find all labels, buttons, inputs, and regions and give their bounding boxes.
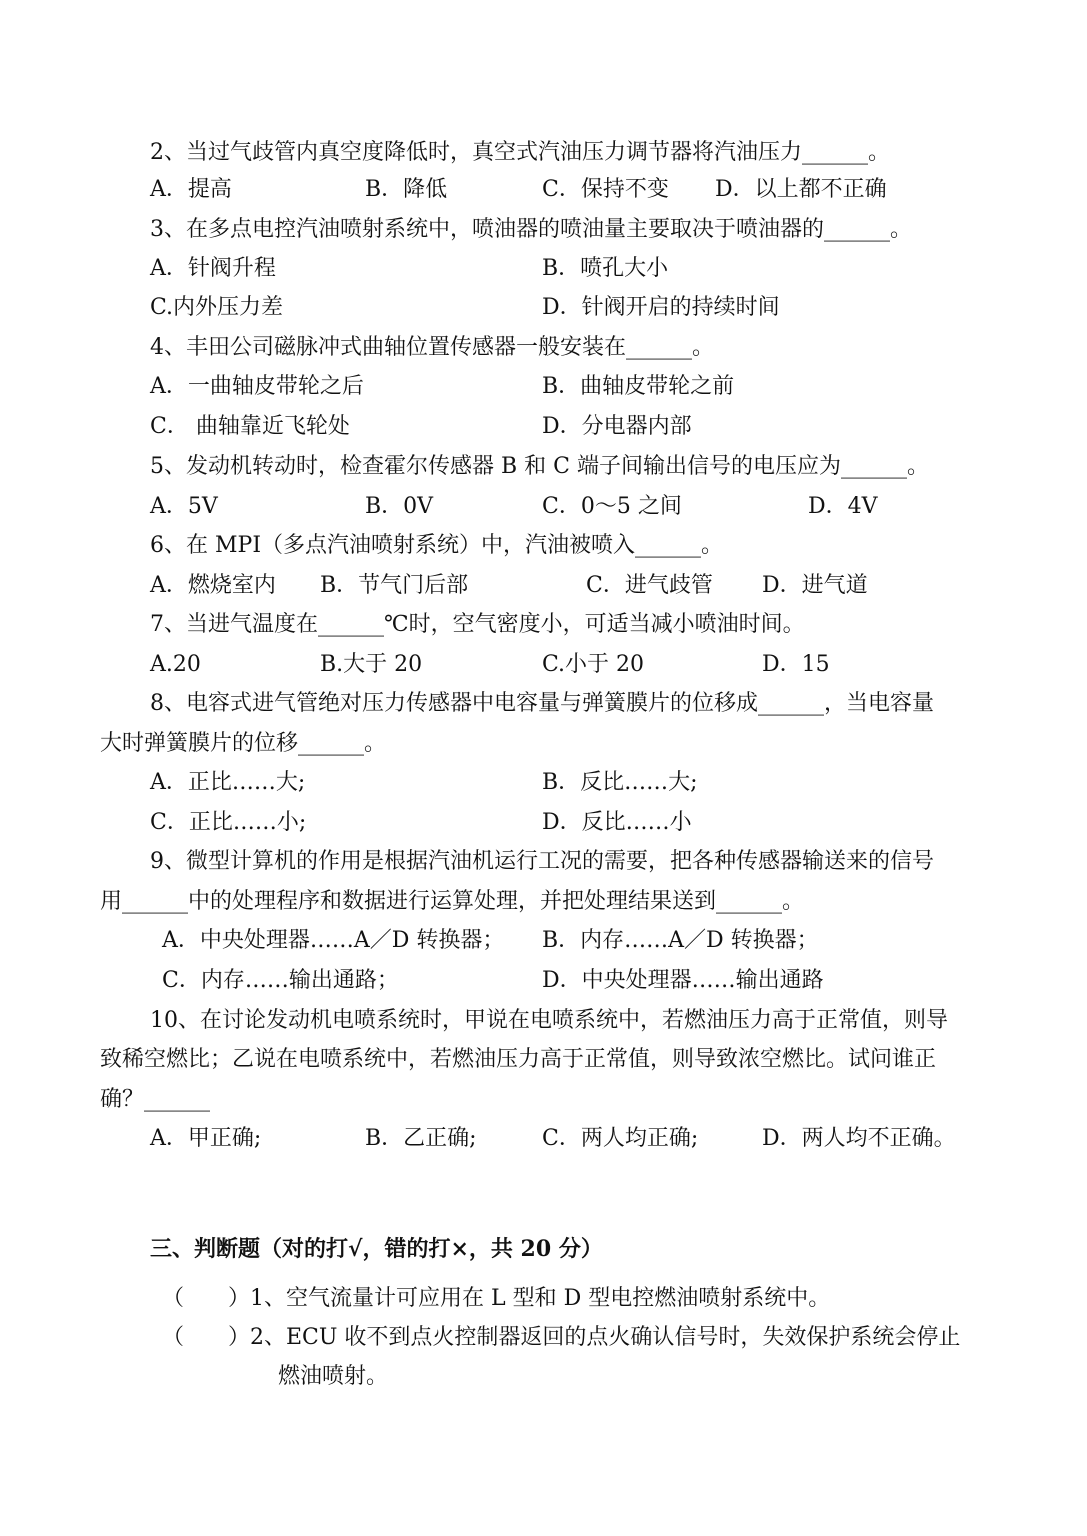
- question-4-text: 4、丰田公司磁脉冲式曲轴位置传感器一般安装在______。: [150, 335, 714, 360]
- section-3-title: 三、判断题（对的打√，错的打×，共 20 分）: [150, 1236, 603, 1262]
- q6-option-a: A．燃烧室内: [150, 573, 276, 598]
- judgment-1-answer-parens: （ ）: [162, 1286, 251, 1311]
- q10-option-c: C．两人均正确;: [542, 1126, 699, 1151]
- q8-option-b: B．反比……大;: [542, 770, 698, 795]
- question-2-text: 2、当过气歧管内真空度降低时，真空式汽油压力调节器将汽油压力______。: [150, 140, 890, 165]
- q9-option-b: B．内存……A／D 转换器；: [542, 928, 819, 953]
- question-9-text-line1: 9、微型计算机的作用是根据汽油机运行工况的需要，把各种传感器输送来的信号: [150, 849, 934, 874]
- q4-option-a: A．一曲轴皮带轮之后: [150, 374, 364, 399]
- q10-option-b: B．乙正确;: [365, 1126, 477, 1151]
- q8-option-c: C．正比……小;: [150, 810, 307, 835]
- judgment-1-text: 1、空气流量计可应用在 L 型和 D 型电控燃油喷射系统中。: [250, 1286, 831, 1311]
- q7-option-d: D．15: [762, 652, 830, 677]
- q2-option-d: D．以上都不正确: [715, 177, 887, 202]
- q7-option-a: A.20: [150, 652, 201, 677]
- question-3-text: 3、在多点电控汽油喷射系统中，喷油器的喷油量主要取决于喷油器的______。: [150, 217, 912, 242]
- q6-option-d: D．进气道: [762, 573, 868, 598]
- q6-option-c: C．进气歧管: [586, 573, 713, 598]
- q4-option-c: C． 曲轴靠近飞轮处: [150, 414, 350, 439]
- question-7-text: 7、当进气温度在______℃时，空气密度小，可适当减小喷油时间。: [150, 612, 805, 637]
- q4-option-d: D．分电器内部: [542, 414, 692, 439]
- question-6-text: 6、在 MPI（多点汽油喷射系统）中，汽油被喷入______。: [150, 533, 724, 558]
- q4-option-b: B．曲轴皮带轮之前: [542, 374, 735, 399]
- q5-option-a: A．5V: [150, 494, 218, 519]
- question-9-text-line2: 用______中的处理程序和数据进行运算处理，并把处理结果送到______。: [100, 889, 805, 914]
- q3-option-b: B．喷孔大小: [542, 256, 669, 281]
- q2-option-c: C．保持不变: [542, 177, 669, 202]
- question-10-text-line2: 致稀空燃比；乙说在电喷系统中，若燃油压力高于正常值，则导致浓空燃比。试问谁正: [100, 1047, 937, 1072]
- q10-option-a: A．甲正确;: [150, 1126, 262, 1151]
- q3-option-a: A．针阀升程: [150, 256, 276, 281]
- q8-option-a: A．正比……大;: [150, 770, 306, 795]
- judgment-2-text: 2、ECU 收不到点火控制器返回的点火确认信号时，失效保护系统会停止: [250, 1325, 961, 1350]
- question-5-text: 5、发动机转动时，检查霍尔传感器 B 和 C 端子间输出信号的电压应为______。: [150, 454, 929, 479]
- q2-option-a: A．提高: [150, 177, 232, 202]
- q5-option-c: C．0～5 之间: [542, 494, 682, 519]
- question-8-text-line1: 8、电容式进气管绝对压力传感器中电容量与弹簧膜片的位移成______，当电容量: [150, 691, 934, 716]
- judgment-2-answer-parens: （ ）: [162, 1325, 251, 1350]
- q3-option-d: D．针阀开启的持续时间: [542, 295, 780, 320]
- q9-option-c: C．内存……输出通路；: [162, 968, 399, 993]
- q6-option-b: B．节气门后部: [320, 573, 469, 598]
- judgment-2-continuation: 燃油喷射。: [278, 1364, 389, 1389]
- question-10-text-line1: 10、在讨论发动机电喷系统时，甲说在电喷系统中，若燃油压力高于正常值，则导: [150, 1008, 948, 1033]
- q2-option-b: B．降低: [365, 177, 448, 202]
- question-8-text-line2: 大时弹簧膜片的位移______。: [100, 731, 387, 756]
- q5-option-d: D．4V: [808, 494, 878, 519]
- q8-option-d: D．反比……小: [542, 810, 692, 835]
- q9-option-a: A．中央处理器……A／D 转换器；: [162, 928, 505, 953]
- q7-option-b: B.大于 20: [320, 652, 423, 677]
- q10-option-d: D．两人均不正确。: [762, 1126, 956, 1151]
- q9-option-d: D．中央处理器……输出通路: [542, 968, 824, 993]
- q3-option-c: C.内外压力差: [150, 295, 284, 320]
- question-10-text-line3: 确？______: [100, 1087, 211, 1112]
- q5-option-b: B．0V: [365, 494, 434, 519]
- q7-option-c: C.小于 20: [542, 652, 645, 677]
